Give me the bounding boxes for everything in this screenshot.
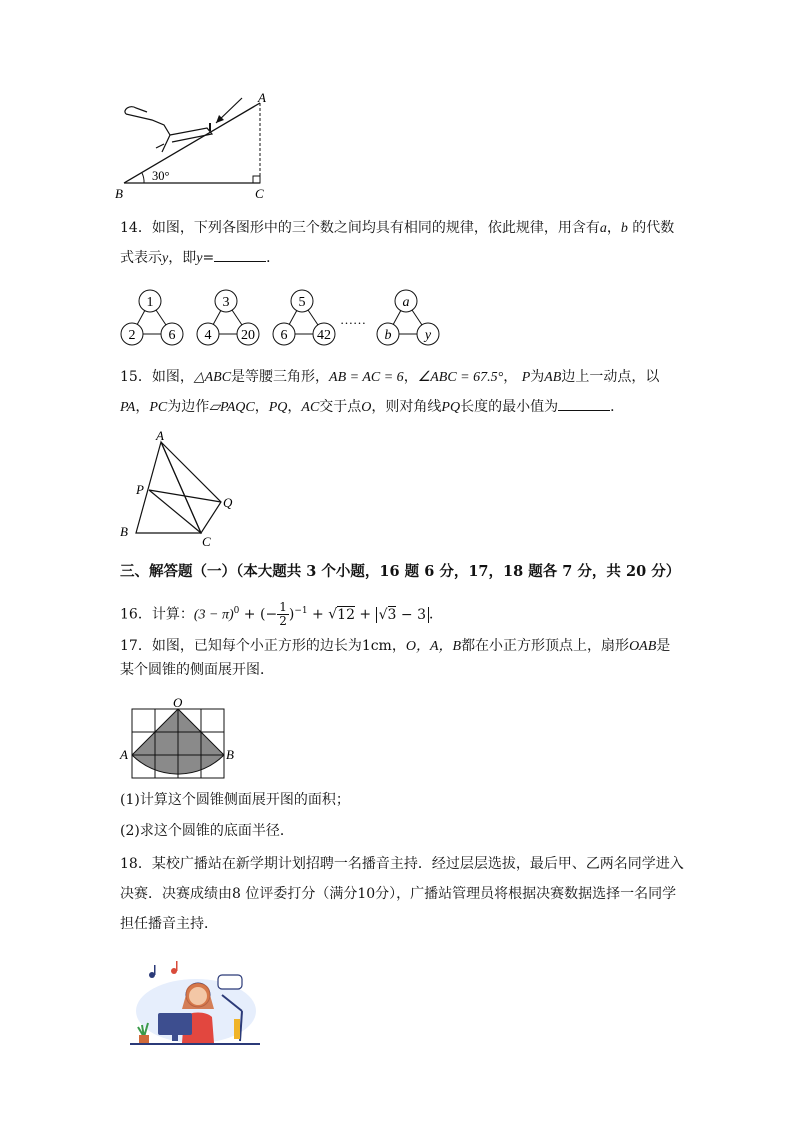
q17-line1 <box>120 635 670 658</box>
point-p: P <box>521 370 531 385</box>
pattern-figure <box>197 290 259 345</box>
grid-label-o: O <box>173 695 183 710</box>
q14-text: 14．如图，下列各图形中的三个数之间均具有相同的规律，依此规律，用含有 <box>120 220 600 236</box>
q16-sqrt3: 3 <box>387 606 397 623</box>
var-y2: y <box>196 251 203 266</box>
seg-pa: PA <box>120 400 136 415</box>
var-y: y <box>162 251 169 266</box>
tri-label-c: C <box>202 534 211 549</box>
q15-text-g: ，则对角线 <box>371 399 442 415</box>
var-b: b <box>620 221 628 236</box>
pattern-number-left: 2 <box>128 328 136 343</box>
pattern-figures <box>112 282 442 352</box>
skier-icon <box>125 107 212 152</box>
point-o: O <box>361 400 372 415</box>
q16-plus2: + <box>307 606 329 623</box>
q18-line1: 18．某校广播站在新学期计划招聘一名播音主持．经过层层选拔，最后甲、乙两名同学进入 <box>120 856 684 872</box>
pattern-number-top: a <box>402 295 410 310</box>
q15-line1 <box>120 366 659 389</box>
q16-exp2: −1 <box>294 606 308 616</box>
pattern-figure <box>121 290 183 345</box>
q16-plus1: + <box>239 606 260 623</box>
pattern-number-left: 4 <box>204 328 212 343</box>
side-ab: AB <box>544 370 562 385</box>
period: ． <box>266 250 281 266</box>
q15-text-c2: 为边作 <box>167 399 210 415</box>
label-b: B <box>115 186 123 201</box>
q17-text-b: 都在小正方形顶点上，扇形 <box>461 638 630 654</box>
frac-num: 1 <box>279 600 287 615</box>
q16-line <box>120 596 444 629</box>
pattern-number-left: b <box>384 328 392 343</box>
sqrt-icon: √ <box>328 606 338 623</box>
sector-grid-figure <box>115 695 245 780</box>
comma: ， <box>606 220 621 236</box>
q17-text: 17．如图，已知每个小正方形的边长为1cm， <box>120 638 406 654</box>
q14-text-end: 的代数 <box>632 220 675 236</box>
answer-blank <box>214 247 266 262</box>
q15-text-b: 是等腰三角形， <box>231 369 330 385</box>
q16-close: ) <box>288 606 295 623</box>
pattern-number-top: 1 <box>146 295 154 310</box>
abs-value <box>376 607 429 623</box>
seg-pq: PQ <box>268 400 288 415</box>
q15-line2 <box>120 396 624 419</box>
q15-text: 15．如图， <box>120 369 194 385</box>
sqrt-icon-2: √ <box>378 606 388 623</box>
pattern-number-top: 3 <box>222 295 230 310</box>
q14-text2: 式表示 <box>120 250 162 266</box>
seg-pc: PC <box>149 400 168 415</box>
pattern-number-left: 6 <box>280 328 288 343</box>
pattern-number-right: 42 <box>317 328 331 343</box>
q15-period: ． <box>610 399 625 415</box>
q16-period: ． <box>429 606 444 623</box>
q14-line2 <box>120 247 280 270</box>
pattern-number-right: y <box>424 328 432 343</box>
q17-line2 <box>120 659 274 681</box>
angle-abc: ∠ABC = 67.5° <box>417 370 504 385</box>
parallelogram: ▱PAQC <box>209 400 255 415</box>
seg-ac: AC <box>301 400 320 415</box>
q15-comma3: ， <box>135 399 150 415</box>
q18-line3: 担任播音主持． <box>120 916 218 932</box>
grid-label-a: A <box>120 747 128 762</box>
q16-exp1: 0 <box>233 606 240 616</box>
q15-text-e: 为 <box>530 369 545 385</box>
music-note-icon <box>149 961 178 978</box>
tri-label-p: P <box>136 482 144 497</box>
label-a: A <box>258 90 266 105</box>
grid-label-b: B <box>226 747 234 762</box>
pattern-number-right: 6 <box>168 328 176 343</box>
speech-bubble-icon <box>218 975 242 989</box>
q16-plus3: + <box>354 606 376 623</box>
q15-comma4: ， <box>254 399 269 415</box>
pattern-number-top: 5 <box>298 295 306 310</box>
seg-pq2: PQ <box>441 400 461 415</box>
tri-label-b: B <box>120 524 128 539</box>
slope-figure <box>112 90 282 202</box>
pattern-figure <box>273 290 335 345</box>
q16-base1: (3 − π) <box>193 607 234 623</box>
q16-sqrt12: 12 <box>337 606 355 623</box>
q17-sub1: (1)计算这个圆锥侧面展开图的面积； <box>120 792 350 808</box>
frac-den: 2 <box>279 614 287 629</box>
q17-text-c: 是 <box>656 638 671 654</box>
q14-line1 <box>120 217 674 240</box>
broadcaster-illustration <box>130 955 260 1047</box>
tri-label-a: A <box>156 430 164 443</box>
equals: = <box>202 250 215 266</box>
answer-blank-15 <box>558 396 610 411</box>
triangle-figure <box>112 430 242 550</box>
fraction <box>277 601 289 628</box>
q15-text-f2: 交于点 <box>319 399 362 415</box>
section-heading: 三、解答题（一）（本大题共 3 个小题，16 题 6 分，17，18 题各 7 分，共 20 分） <box>120 563 681 580</box>
q17-text2: 某个圆锥的侧面展开图． <box>120 662 274 678</box>
var-a: a <box>599 221 607 236</box>
sector-oab: OAB <box>629 639 657 654</box>
q17-points: O，A，B <box>405 639 462 654</box>
q15-comma: ， <box>403 369 418 385</box>
q16-prefix: 16．计算： <box>120 606 194 623</box>
pattern-figure <box>377 290 439 345</box>
q18-line2: 决赛．决赛成绩由8 位评委打分（满分10分），广播站管理员将根据决赛数据选择一名同学 <box>120 886 677 902</box>
q15-text-h: 长度的最小值为 <box>460 399 559 415</box>
angle-label: 30° <box>152 169 170 183</box>
pattern-number-right: 20 <box>241 328 255 343</box>
q15-comma5: ， <box>287 399 302 415</box>
triangle-abc: △ABC <box>193 370 232 385</box>
q16-neg: (− <box>260 606 278 623</box>
ellipsis: …… <box>340 312 366 327</box>
q17-sub2: (2)求这个圆锥的底面半径． <box>120 823 294 839</box>
label-c: C <box>255 186 264 201</box>
q16-minus3: − 3 <box>396 606 427 623</box>
q14-text3: ，即 <box>168 250 197 266</box>
q15-text-f: 边上一动点，以 <box>561 369 660 385</box>
q15-comma2: ， <box>503 369 518 385</box>
tri-label-q: Q <box>223 495 233 510</box>
eq-ab-ac: AB = AC = 6 <box>329 370 404 385</box>
